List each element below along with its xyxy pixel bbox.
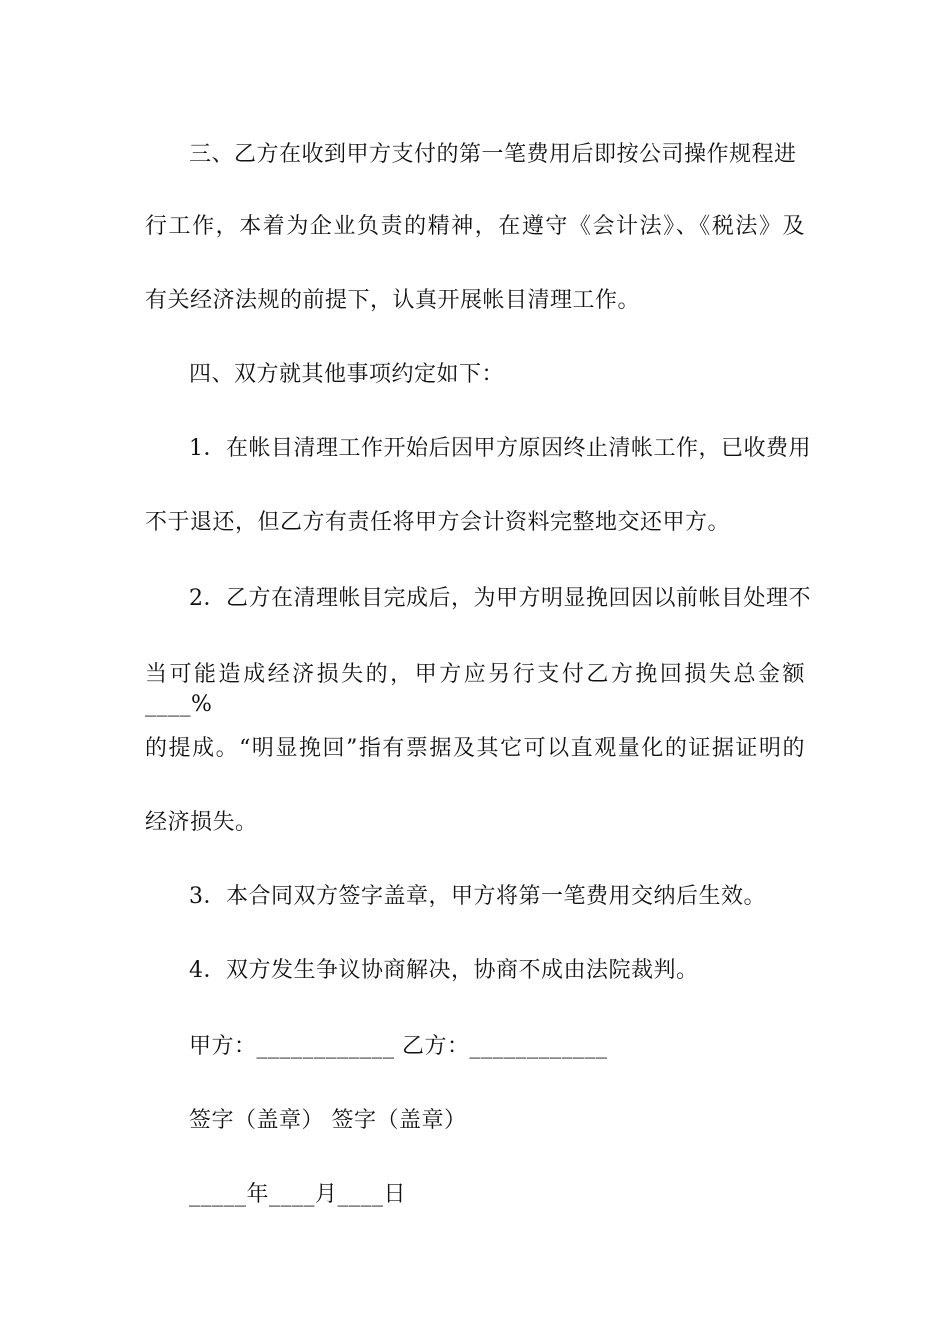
- clause-4-heading: 四、双方就其他事项约定如下：: [189, 362, 505, 387]
- item-1-line-2: 不于退还，但乙方有责任将甲方会计资料完整地交还甲方。: [145, 510, 731, 535]
- clause-3-line-2: 行工作，本着为企业负责的精神，在遵守《会计法》、《税法》及: [145, 214, 805, 239]
- seal-line: 签字（盖章） 签字（盖章）: [189, 1108, 467, 1133]
- clause-3-line-1: 三、乙方在收到甲方支付的第一笔费用后即按公司操作规程进: [189, 142, 797, 167]
- party-signature-line: 甲方：____________ 乙方：____________: [189, 1034, 608, 1059]
- item-1-line-1: 1．在帐目清理工作开始后因甲方原因终止清帐工作，已收费用: [189, 436, 811, 461]
- item-3-line: 3．本合同双方签字盖章，甲方将第一笔费用交纳后生效。: [189, 884, 766, 909]
- item-2-line-1: 2．乙方在清理帐目完成后，为甲方明显挽回因以前帐目处理不: [189, 586, 811, 611]
- item-2-line-3: 的提成。“明显挽回”指有票据及其它可以直观量化的证据证明的: [145, 736, 805, 761]
- item-4-line: 4．双方发生争议协商解决，协商不成由法院裁判。: [189, 958, 699, 983]
- item-2-line-4: 经济损失。: [145, 810, 258, 835]
- date-line: _____年____月____日: [189, 1182, 407, 1207]
- clause-3-line-3: 有关经济法规的前提下，认真开展帐目清理工作。: [145, 288, 641, 313]
- item-2-line-2: 当可能造成经济损失的，甲方应另行支付乙方挽回损失总金额____%: [145, 662, 805, 717]
